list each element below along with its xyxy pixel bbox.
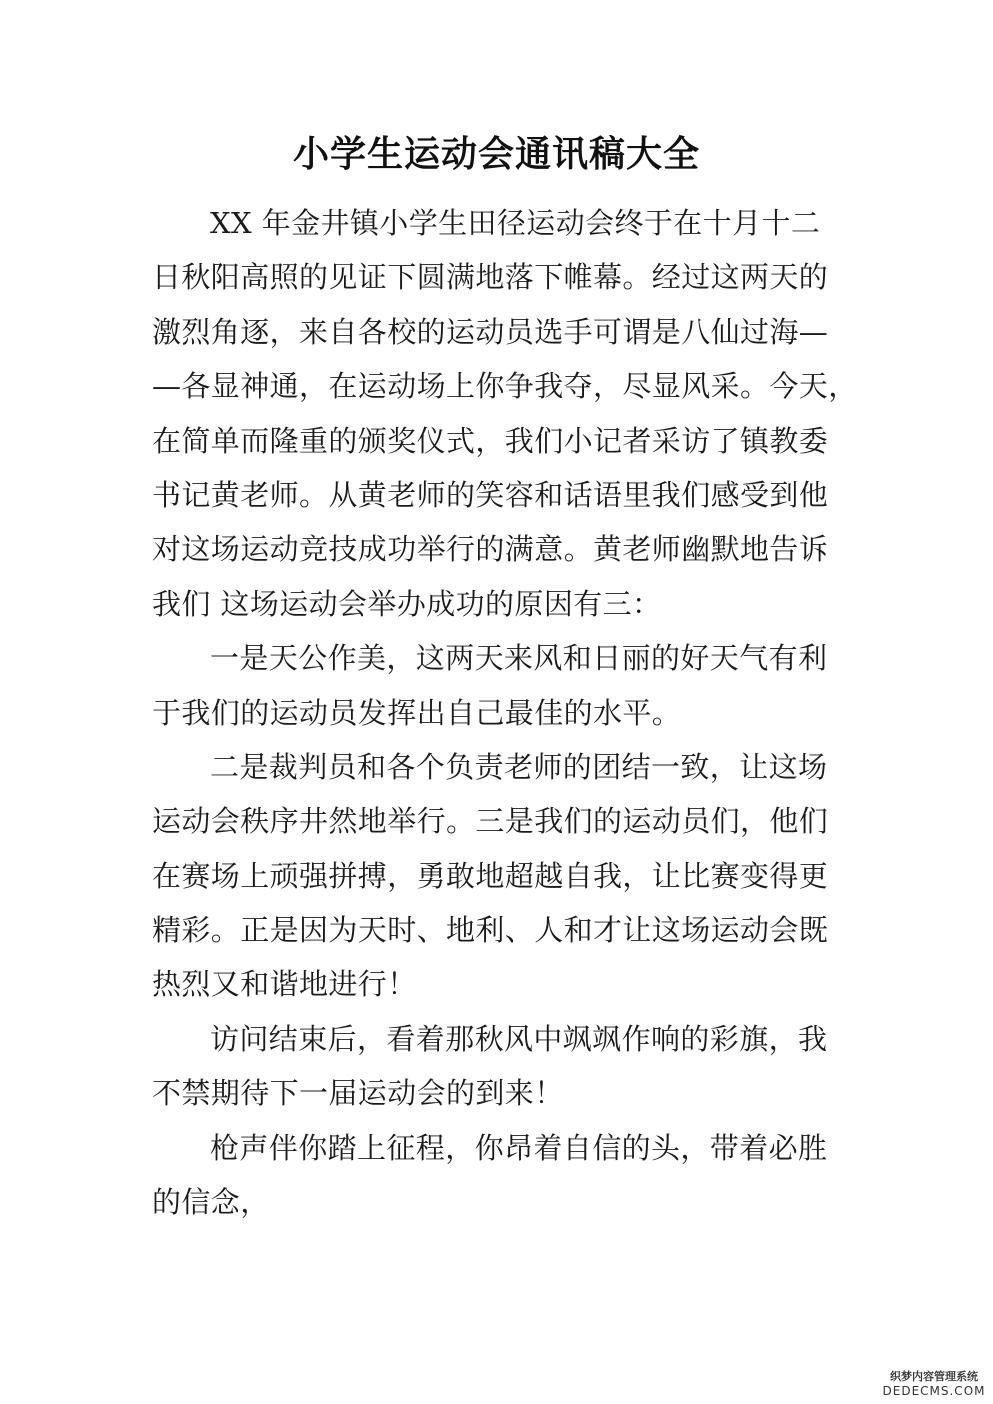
watermark-line2: DEDECMS.COM bbox=[882, 1384, 986, 1398]
body-line: 对这场运动竞技成功举行的满意。黄老师幽默地告诉 bbox=[152, 532, 829, 567]
body-line: 在简单而隆重的颁奖仪式，我们小记者采访了镇教委 bbox=[152, 423, 829, 458]
watermark-line1: 织梦内容管理系统 bbox=[890, 1370, 978, 1383]
document-body bbox=[152, 196, 858, 1229]
page-title: 小学生运动会通讯稿大全 bbox=[292, 134, 700, 175]
body-line: 热烈又和谐地进行！ bbox=[152, 967, 417, 1002]
watermark-logo bbox=[881, 1370, 987, 1398]
body-line: 精彩。正是因为天时、地利、人和才让这场运动会既 bbox=[152, 913, 829, 948]
body-line: 不禁期待下一届运动会的到来！ bbox=[152, 1076, 564, 1111]
body-line: 枪声伴你踏上征程，你昂着自信的头，带着必胜 bbox=[210, 1130, 828, 1165]
body-line: —各显神通，在运动场上你争我夺，尽显风采。今天， bbox=[152, 369, 858, 404]
body-line: 激烈角逐，来自各校的运动员选手可谓是八仙过海— bbox=[152, 314, 829, 349]
body-line: 在赛场上顽强拼搏，勇敢地超越自我，让比赛变得更 bbox=[152, 858, 829, 893]
body-line: 的信念， bbox=[152, 1185, 270, 1220]
body-line: 运动会秩序井然地举行。三是我们的运动员们，他们 bbox=[152, 804, 829, 839]
body-line: 一是天公作美，这两天来风和日丽的好天气有利 bbox=[210, 641, 828, 676]
body-line: XX 年金井镇小学生田径运动会终于在十月十二 bbox=[210, 206, 821, 240]
body-line: 二是裁判员和各个负责老师的团结一致，让这场 bbox=[210, 749, 828, 784]
body-line: 书记黄老师。从黄老师的笑容和话语里我们感受到他 bbox=[152, 477, 829, 512]
body-line: 访问结束后，看着那秋风中飒飒作响的彩旗，我 bbox=[210, 1021, 828, 1056]
body-line: 于我们的运动员发挥出自己最佳的水平。 bbox=[152, 695, 682, 730]
body-line: 日秋阳高照的见证下圆满地落下帷幕。经过这两天的 bbox=[152, 260, 829, 295]
body-line: 我们 这场运动会举办成功的原因有三： bbox=[152, 586, 662, 621]
